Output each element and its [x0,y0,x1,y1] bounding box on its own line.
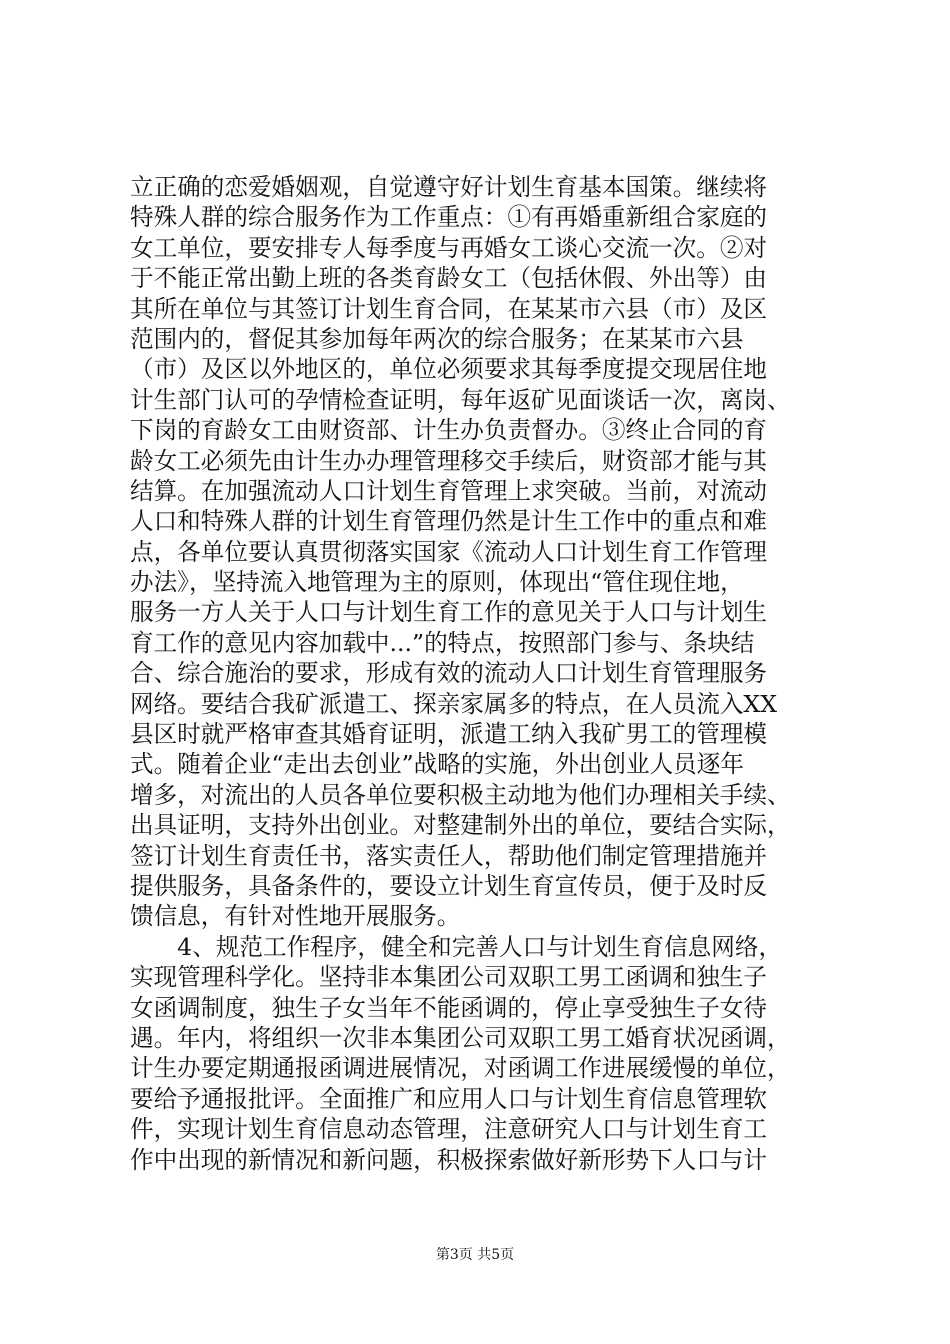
text-line: 计生办要定期通报函调进展情况，对函调工作进展缓慢的单位， [130,1054,791,1083]
text-line: 馈信息，有针对性地开展服务。 [130,902,461,931]
text-line: 实现管理科学化。坚持非本集团公司双职工男工函调和独生子 [130,963,768,992]
text-line: 增多，对流出的人员各单位要积极主动地为他们办理相关手续、 [130,780,791,809]
text-line: 合、综合施治的要求，形成有效的流动人口计划生育管理服务 [130,659,768,688]
text-line: 4、规范工作程序，健全和完善人口与计划生育信息网络， [130,932,783,961]
text-line: 点，各单位要认真贯彻落实国家《流动人口计划生育工作管理 [130,537,768,566]
text-line: 特殊人群的综合服务作为工作重点：①有再婚重新组合家庭的 [130,203,768,232]
text-line: 服务一方人关于人口与计划生育工作的意见关于人口与计划生 [130,598,768,627]
text-line: 于不能正常出勤上班的各类育龄女工（包括休假、外出等）由 [130,264,768,293]
text-line: 结算。在加强流动人口计划生育管理上求突破。当前，对流动 [130,476,768,505]
text-line: 其所在单位与其签订计划生育合同，在某某市六县（市）及区 [130,294,768,323]
text-line: 出具证明，支持外出创业。对整建制外出的单位，要结合实际， [130,811,791,840]
text-line: 县区时就严格审查其婚育证明，派遣工纳入我矿男工的管理模 [130,720,768,749]
text-line: 龄女工必须先由计生办办理管理移交手续后，财资部才能与其 [130,446,768,475]
text-line: 范围内的，督促其参加每年两次的综合服务；在某某市六县 [130,324,744,353]
body-text [130,172,830,1175]
text-line: 网络。要结合我矿派遣工、探亲家属多的特点，在人员流入XX [130,689,778,718]
text-line: 办法》，坚持流入地管理为主的原则，体现出“管住现住地， [130,568,744,597]
text-line: 式。随着企业“走出去创业”战略的实施，外出创业人员逐年 [130,750,744,779]
text-line: 作中出现的新情况和新问题，积极探索做好新形势下人口与计 [130,1145,768,1174]
text-line: 立正确的恋爱婚姻观，自觉遵守好计划生育基本国策。继续将 [130,173,768,201]
page-number-footer: 第3页 共5页 [435,1247,515,1263]
text-line: （市）及区以外地区的，单位必须要求其每季度提交现居住地 [130,355,768,384]
text-line: 育工作的意见内容加载中...”的特点，按照部门参与、条块结 [130,628,755,657]
text-line: 签订计划生育责任书，落实责任人，帮助他们制定管理措施并 [130,841,768,870]
text-line: 件，实现计划生育信息动态管理，注意研究人口与计划生育工 [130,1115,768,1144]
text-line: 女工单位，要安排专人每季度与再婚女工谈心交流一次。②对 [130,233,768,262]
text-line: 计生部门认可的孕情检查证明，每年返矿见面谈话一次，离岗、 [130,385,791,414]
text-line: 要给予通报批评。全面推广和应用人口与计划生育信息管理软 [130,1084,768,1113]
text-line: 人口和特殊人群的计划生育管理仍然是计生工作中的重点和难 [130,507,768,536]
text-line: 下岗的育龄女工由财资部、计生办负责督办。③终止合同的育 [130,416,768,445]
text-line: 女函调制度，独生子女当年不能函调的，停止享受独生子女待 [130,993,768,1022]
text-line: 遇。年内，将组织一次非本集团公司双职工男工婚育状况函调， [130,1023,791,1052]
text-line: 提供服务，具备条件的，要设立计划生育宣传员，便于及时反 [130,871,768,900]
